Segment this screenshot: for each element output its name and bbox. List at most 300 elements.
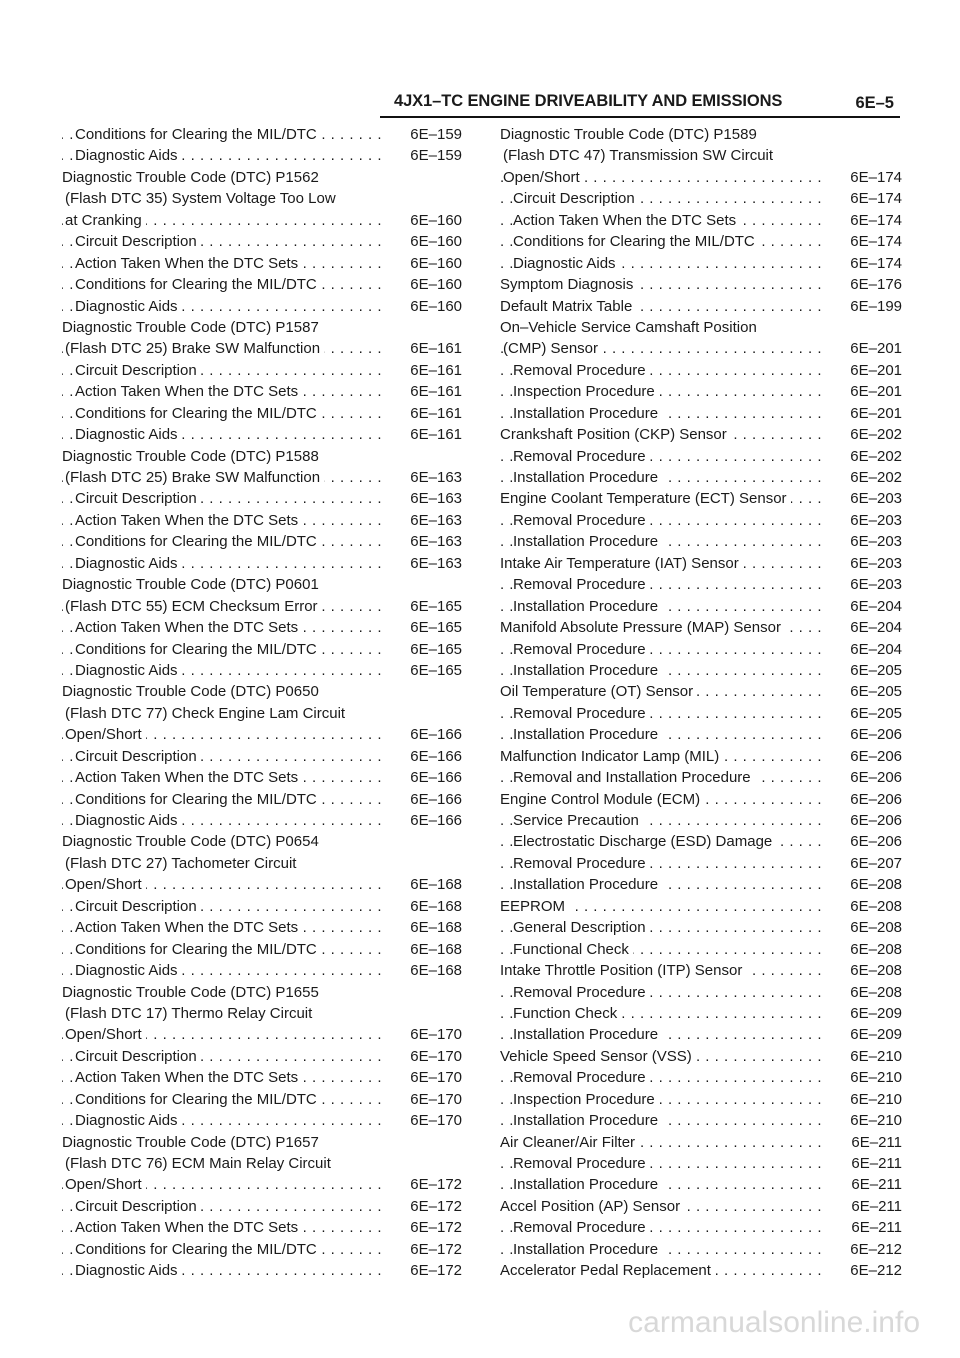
toc-entry-page: 6E–203 bbox=[850, 554, 902, 572]
toc-entry-page: 6E–201 bbox=[850, 383, 902, 401]
toc-entry bbox=[62, 317, 462, 338]
toc-entry-page: 6E–166 bbox=[410, 747, 462, 765]
toc-entry bbox=[500, 853, 902, 874]
toc-entry-title: Diagnostic Aids bbox=[75, 1260, 182, 1281]
toc-entry bbox=[62, 467, 462, 488]
toc-entry bbox=[500, 767, 902, 788]
toc-entry-page: 6E–211 bbox=[851, 1133, 902, 1151]
toc-entry bbox=[62, 1153, 462, 1174]
toc-entry-title: Removal Procedure bbox=[513, 1217, 650, 1238]
toc-entry-page: 6E–201 bbox=[850, 404, 902, 422]
toc-entry-title: Installation Procedure bbox=[513, 531, 662, 552]
toc-entry-title: Action Taken When the DTC Sets bbox=[75, 1217, 302, 1238]
toc-entry-title: Action Taken When the DTC Sets bbox=[75, 1067, 302, 1088]
toc-entry bbox=[500, 1110, 902, 1131]
toc-entry-page: 6E–201 bbox=[850, 340, 902, 358]
toc-entry-title: Installation Procedure bbox=[513, 467, 662, 488]
toc-entry-title: (Flash DTC 76) ECM Main Relay Circuit bbox=[65, 1153, 335, 1174]
toc-entry-title: Diagnostic Aids bbox=[513, 253, 620, 274]
toc-entry-page: 6E–160 bbox=[410, 233, 462, 251]
toc-entry bbox=[62, 1217, 462, 1238]
toc-entry bbox=[500, 1260, 902, 1281]
toc-entry bbox=[62, 296, 462, 317]
toc-entry-title: Action Taken When the DTC Sets bbox=[513, 210, 740, 231]
toc-entry-page: 6E–166 bbox=[410, 790, 462, 808]
toc-entry bbox=[62, 510, 462, 531]
section-title: 4JX1–TC ENGINE DRIVEABILITY AND EMISSIONS bbox=[394, 92, 783, 110]
toc-entry bbox=[500, 296, 902, 317]
toc-entry-title: Installation Procedure bbox=[513, 660, 662, 681]
toc-entry-page: 6E–211 bbox=[851, 1197, 902, 1215]
toc-entry-title: Open/Short bbox=[65, 1024, 146, 1045]
toc-entry-page: 6E–203 bbox=[850, 533, 902, 551]
toc-entry bbox=[500, 145, 902, 166]
toc-entry bbox=[500, 703, 902, 724]
toc-entry-title: Diagnostic Aids bbox=[75, 960, 182, 981]
toc-entry-page: 6E–159 bbox=[410, 147, 462, 165]
toc-entry bbox=[500, 1239, 902, 1260]
toc-entry-page: 6E–212 bbox=[850, 1262, 902, 1280]
toc-entry-title: Conditions for Clearing the MIL/DTC bbox=[75, 1239, 321, 1260]
toc-entry bbox=[62, 853, 462, 874]
toc-entry-title: Engine Control Module (ECM) bbox=[500, 789, 704, 810]
toc-entry-title: Removal Procedure bbox=[513, 703, 650, 724]
toc-entry-title: Installation Procedure bbox=[513, 1110, 662, 1131]
toc-entry-title: (Flash DTC 17) Thermo Relay Circuit bbox=[65, 1003, 316, 1024]
toc-entry-title: Circuit Description bbox=[75, 1046, 201, 1067]
toc-entry-title: Circuit Description bbox=[75, 746, 201, 767]
toc-entry-title: Conditions for Clearing the MIL/DTC bbox=[75, 274, 321, 295]
toc-entry-title: Installation Procedure bbox=[513, 1024, 662, 1045]
toc-entry bbox=[62, 789, 462, 810]
toc-entry-page: 6E–201 bbox=[850, 361, 902, 379]
toc-entry-page: 6E–159 bbox=[410, 126, 462, 143]
toc-entry-page: 6E–160 bbox=[410, 254, 462, 272]
toc-entry-page: 6E–165 bbox=[410, 597, 462, 615]
toc-entry-title: On–Vehicle Service Camshaft Position bbox=[500, 317, 761, 338]
toc-entry-title: Action Taken When the DTC Sets bbox=[75, 253, 302, 274]
toc-entry-title: Installation Procedure bbox=[513, 596, 662, 617]
toc-entry-title: Removal Procedure bbox=[513, 639, 650, 660]
toc-entry bbox=[500, 317, 902, 338]
toc-entry-title: Diagnostic Trouble Code (DTC) P1657 bbox=[62, 1132, 323, 1153]
toc-entry-title: (Flash DTC 77) Check Engine Lam Circuit bbox=[65, 703, 349, 724]
toc-entry-page: 6E–170 bbox=[410, 1112, 462, 1130]
toc-entry bbox=[62, 810, 462, 831]
toc-entry-title: Diagnostic Aids bbox=[75, 145, 182, 166]
toc-entry bbox=[62, 874, 462, 895]
toc-entry bbox=[62, 939, 462, 960]
toc-entry-page: 6E–204 bbox=[850, 597, 902, 615]
toc-entry bbox=[62, 1089, 462, 1110]
toc-entry-page: 6E–203 bbox=[850, 576, 902, 594]
toc-entry-page: 6E–203 bbox=[850, 511, 902, 529]
toc-entry-title: Installation Procedure bbox=[513, 874, 662, 895]
toc-entry-title: Diagnostic Aids bbox=[75, 424, 182, 445]
toc-entry-title: (Flash DTC 47) Transmission SW Circuit bbox=[503, 145, 777, 166]
toc-entry bbox=[500, 553, 902, 574]
toc-entry bbox=[62, 381, 462, 402]
toc-entry bbox=[62, 831, 462, 852]
toc-entry bbox=[500, 1174, 902, 1195]
toc-entry bbox=[500, 746, 902, 767]
toc-entry bbox=[62, 703, 462, 724]
toc-entry bbox=[500, 338, 902, 359]
toc-entry-page: 6E–207 bbox=[850, 854, 902, 872]
toc-entry-page: 6E–202 bbox=[850, 447, 902, 465]
toc-entry-title: EEPROM bbox=[500, 896, 569, 917]
toc-entry bbox=[500, 960, 902, 981]
header-rule bbox=[380, 116, 900, 118]
toc-entry-title: Symptom Diagnosis bbox=[500, 274, 637, 295]
toc-entry-title: Installation Procedure bbox=[513, 1239, 662, 1260]
toc-entry bbox=[62, 403, 462, 424]
toc-entry-title: Conditions for Clearing the MIL/DTC bbox=[75, 531, 321, 552]
toc-entry bbox=[62, 724, 462, 745]
toc-entry-title: Diagnostic Aids bbox=[75, 553, 182, 574]
toc-entry-title: Oil Temperature (OT) Sensor bbox=[500, 681, 697, 702]
toc-entry-page: 6E–168 bbox=[410, 940, 462, 958]
toc-entry bbox=[500, 188, 902, 209]
toc-entry-title: Conditions for Clearing the MIL/DTC bbox=[75, 403, 321, 424]
toc-entry bbox=[500, 660, 902, 681]
toc-entry-page: 6E–206 bbox=[850, 747, 902, 765]
toc-entry bbox=[62, 960, 462, 981]
toc-entry-page: 6E–203 bbox=[850, 490, 902, 508]
toc-entry-page: 6E–161 bbox=[410, 383, 462, 401]
toc-entry-title: Action Taken When the DTC Sets bbox=[75, 917, 302, 938]
toc-entry-page: 6E–166 bbox=[410, 726, 462, 744]
toc-entry-page: 6E–161 bbox=[410, 426, 462, 444]
toc-entry bbox=[62, 531, 462, 552]
toc-entry bbox=[500, 210, 902, 231]
toc-entry bbox=[500, 167, 902, 188]
toc-entry-page: 6E–172 bbox=[410, 1176, 462, 1194]
toc-entry bbox=[500, 639, 902, 660]
toc-entry-page: 6E–163 bbox=[410, 490, 462, 508]
toc-entry bbox=[500, 381, 902, 402]
toc-entry-page: 6E–163 bbox=[410, 469, 462, 486]
toc-entry bbox=[62, 360, 462, 381]
toc-entry-title: Electrostatic Discharge (ESD) Damage bbox=[513, 831, 776, 852]
toc-entry bbox=[500, 253, 902, 274]
toc-entry-title: Accelerator Pedal Replacement bbox=[500, 1260, 715, 1281]
toc-entry bbox=[62, 188, 462, 209]
toc-entry bbox=[62, 660, 462, 681]
toc-entry-title: Air Cleaner/Air Filter bbox=[500, 1132, 639, 1153]
toc-entry-page: 6E–212 bbox=[850, 1240, 902, 1258]
toc-entry-page: 6E–163 bbox=[410, 511, 462, 529]
toc-entry bbox=[500, 1153, 902, 1174]
toc-entry bbox=[62, 639, 462, 660]
toc-entry-page: 6E–165 bbox=[410, 661, 462, 679]
toc-entry-page: 6E–206 bbox=[850, 726, 902, 744]
toc-entry-page: 6E–204 bbox=[850, 619, 902, 637]
toc-entry bbox=[62, 767, 462, 788]
toc-entry-title: Diagnostic Aids bbox=[75, 1110, 182, 1131]
toc-entry bbox=[500, 789, 902, 810]
toc-entry-title: Removal Procedure bbox=[513, 1067, 650, 1088]
toc-entry-page: 6E–174 bbox=[850, 211, 902, 229]
toc-entry-page: 6E–166 bbox=[410, 769, 462, 787]
toc-entry-page: 6E–205 bbox=[850, 661, 902, 679]
toc-entry-page: 6E–170 bbox=[410, 1069, 462, 1087]
toc-entry-page: 6E–202 bbox=[850, 469, 902, 486]
toc-entry-page: 6E–199 bbox=[850, 297, 902, 315]
toc-entry-title: Open/Short bbox=[503, 167, 584, 188]
toc-entry-title: Diagnostic Trouble Code (DTC) P1587 bbox=[62, 317, 323, 338]
toc-entry bbox=[500, 274, 902, 295]
toc-entry bbox=[62, 1260, 462, 1281]
toc-entry-title: Action Taken When the DTC Sets bbox=[75, 381, 302, 402]
toc-entry bbox=[500, 467, 902, 488]
toc-entry-title: (Flash DTC 35) System Voltage Too Low bbox=[65, 188, 340, 209]
toc-entry bbox=[62, 982, 462, 1003]
toc-entry bbox=[62, 1067, 462, 1088]
toc-entry-title: Circuit Description bbox=[75, 231, 201, 252]
toc-entry-page: 6E–205 bbox=[850, 704, 902, 722]
toc-entry-page: 6E–211 bbox=[851, 1176, 902, 1194]
toc-entry-title: Diagnostic Trouble Code (DTC) P0654 bbox=[62, 831, 323, 852]
toc-entry bbox=[62, 1132, 462, 1153]
toc-entry-title: Removal Procedure bbox=[513, 982, 650, 1003]
toc-entry-title: Open/Short bbox=[65, 1174, 146, 1195]
toc-entry bbox=[500, 982, 902, 1003]
toc-entry-title: Inspection Procedure bbox=[513, 1089, 659, 1110]
toc-entry-title: Engine Coolant Temperature (ECT) Sensor bbox=[500, 488, 791, 509]
toc-entry-title: Installation Procedure bbox=[513, 1174, 662, 1195]
toc-entry-page: 6E–160 bbox=[410, 276, 462, 294]
toc-entry-title: Diagnostic Trouble Code (DTC) P1589 bbox=[500, 124, 761, 145]
toc-entry-page: 6E–168 bbox=[410, 919, 462, 937]
toc-entry bbox=[500, 1003, 902, 1024]
toc-entry bbox=[62, 1174, 462, 1195]
toc-entry-page: 6E–172 bbox=[410, 1240, 462, 1258]
toc-entry-title: Open/Short bbox=[65, 724, 146, 745]
toc-entry-title: at Cranking bbox=[65, 210, 146, 231]
toc-entry-page: 6E–172 bbox=[410, 1219, 462, 1237]
toc-entry-page: 6E–172 bbox=[410, 1262, 462, 1280]
toc-entry-page: 6E–161 bbox=[410, 404, 462, 422]
toc-entry bbox=[62, 596, 462, 617]
toc-entry bbox=[500, 596, 902, 617]
toc-entry-page: 6E–205 bbox=[850, 683, 902, 701]
toc-entry bbox=[62, 746, 462, 767]
toc-entry-title: Conditions for Clearing the MIL/DTC bbox=[75, 639, 321, 660]
toc-entry bbox=[62, 145, 462, 166]
toc-entry bbox=[500, 617, 902, 638]
toc-entry-title: Action Taken When the DTC Sets bbox=[75, 510, 302, 531]
toc-entry bbox=[62, 446, 462, 467]
toc-entry bbox=[62, 1196, 462, 1217]
toc-entry-page: 6E–168 bbox=[410, 897, 462, 915]
toc-entry-title: Default Matrix Table bbox=[500, 296, 636, 317]
page-header bbox=[380, 88, 900, 122]
toc-entry-title: Removal Procedure bbox=[513, 510, 650, 531]
toc-entry-title: Accel Position (AP) Sensor bbox=[500, 1196, 684, 1217]
toc-entry-title: Action Taken When the DTC Sets bbox=[75, 767, 302, 788]
toc-entry-title: Circuit Description bbox=[513, 188, 639, 209]
toc-entry-title: Action Taken When the DTC Sets bbox=[75, 617, 302, 638]
toc-entry-page: 6E–210 bbox=[850, 1112, 902, 1130]
toc-entry-title: General Description bbox=[513, 917, 650, 938]
toc-entry bbox=[62, 488, 462, 509]
toc-entry-title: Diagnostic Trouble Code (DTC) P0650 bbox=[62, 681, 323, 702]
toc-entry-title: Manifold Absolute Pressure (MAP) Sensor bbox=[500, 617, 785, 638]
toc-entry-page: 6E–163 bbox=[410, 554, 462, 572]
toc-entry bbox=[62, 1110, 462, 1131]
toc-entry bbox=[500, 424, 902, 445]
toc-entry bbox=[500, 574, 902, 595]
toc-entry-page: 6E–208 bbox=[850, 940, 902, 958]
toc-entry-title: Malfunction Indicator Lamp (MIL) bbox=[500, 746, 723, 767]
toc-entry-title: Removal and Installation Procedure bbox=[513, 767, 755, 788]
toc-entry bbox=[500, 488, 902, 509]
toc-entry-title: Conditions for Clearing the MIL/DTC bbox=[75, 939, 321, 960]
toc-entry bbox=[62, 553, 462, 574]
toc-entry-title: Functional Check bbox=[513, 939, 633, 960]
toc-entry-page: 6E–210 bbox=[850, 1047, 902, 1065]
toc-entry-page: 6E–176 bbox=[850, 276, 902, 294]
toc-entry-page: 6E–211 bbox=[851, 1219, 902, 1237]
toc-column-right bbox=[500, 124, 902, 1282]
toc-entry bbox=[62, 338, 462, 359]
toc-entry-title: Installation Procedure bbox=[513, 403, 662, 424]
toc-entry-title: (Flash DTC 25) Brake SW Malfunction bbox=[65, 467, 324, 488]
toc-entry-page: 6E–168 bbox=[410, 962, 462, 980]
toc-entry-title: Removal Procedure bbox=[513, 853, 650, 874]
toc-entry-title: Diagnostic Aids bbox=[75, 296, 182, 317]
toc-entry bbox=[62, 681, 462, 702]
toc-entry-title: Function Check bbox=[513, 1003, 621, 1024]
toc-entry bbox=[500, 1196, 902, 1217]
toc-entry-title: Removal Procedure bbox=[513, 360, 650, 381]
toc-entry bbox=[500, 874, 902, 895]
toc-entry-page: 6E–174 bbox=[850, 168, 902, 186]
toc-entry-page: 6E–163 bbox=[410, 533, 462, 551]
toc-entry-page: 6E–208 bbox=[850, 876, 902, 894]
toc-entry-page: 6E–208 bbox=[850, 983, 902, 1001]
toc-entry-page: 6E–206 bbox=[850, 769, 902, 787]
toc-entry-title: Inspection Procedure bbox=[513, 381, 659, 402]
toc-entry bbox=[500, 403, 902, 424]
toc-entry bbox=[500, 360, 902, 381]
toc-entry-page: 6E–160 bbox=[410, 211, 462, 229]
toc-entry-page: 6E–209 bbox=[850, 1026, 902, 1044]
toc-entry-title: Diagnostic Aids bbox=[75, 810, 182, 831]
toc-entry-title: Removal Procedure bbox=[513, 574, 650, 595]
toc-entry-page: 6E–210 bbox=[850, 1090, 902, 1108]
toc-entry-title: Diagnostic Trouble Code (DTC) P1588 bbox=[62, 446, 323, 467]
watermark: carmanualsonline.info bbox=[628, 1306, 920, 1339]
toc-entry bbox=[500, 1132, 902, 1153]
toc-entry-page: 6E–172 bbox=[410, 1197, 462, 1215]
toc-entry-page: 6E–210 bbox=[850, 1069, 902, 1087]
toc-entry bbox=[500, 531, 902, 552]
toc-entry-page: 6E–211 bbox=[851, 1155, 902, 1172]
toc-entry-page: 6E–204 bbox=[850, 640, 902, 658]
toc-entry-title: Circuit Description bbox=[75, 896, 201, 917]
toc-entry-title: Diagnostic Trouble Code (DTC) P1655 bbox=[62, 982, 323, 1003]
toc-entry-page: 6E–206 bbox=[850, 790, 902, 808]
toc-column-left bbox=[62, 124, 462, 1282]
toc-entry bbox=[62, 896, 462, 917]
toc-entry-title: Circuit Description bbox=[75, 360, 201, 381]
toc-entry-title: Removal Procedure bbox=[513, 1153, 650, 1174]
toc-entry-title: Removal Procedure bbox=[513, 446, 650, 467]
toc-entry-page: 6E–168 bbox=[410, 876, 462, 894]
toc-entry bbox=[500, 124, 902, 145]
toc-entry bbox=[500, 1046, 902, 1067]
toc-entry-page: 6E–161 bbox=[410, 361, 462, 379]
toc-entry bbox=[62, 617, 462, 638]
toc-entry bbox=[62, 253, 462, 274]
toc-entry bbox=[500, 231, 902, 252]
toc-entry bbox=[500, 1089, 902, 1110]
toc-entry-page: 6E–206 bbox=[850, 812, 902, 829]
toc-entry-title: Diagnostic Trouble Code (DTC) P0601 bbox=[62, 574, 323, 595]
toc-entry bbox=[500, 917, 902, 938]
toc-entry bbox=[62, 424, 462, 445]
toc-entry-page: 6E–170 bbox=[410, 1026, 462, 1044]
toc-entry-title: Intake Air Temperature (IAT) Sensor bbox=[500, 553, 743, 574]
toc-entry-title: Conditions for Clearing the MIL/DTC bbox=[513, 231, 759, 252]
toc-entry-title: Conditions for Clearing the MIL/DTC bbox=[75, 1089, 321, 1110]
toc-entry-page: 6E–174 bbox=[850, 254, 902, 272]
toc-entry bbox=[62, 167, 462, 188]
toc-entry-page: 6E–161 bbox=[410, 340, 462, 358]
toc-entry-title: Crankshaft Position (CKP) Sensor bbox=[500, 424, 731, 445]
toc-entry bbox=[500, 510, 902, 531]
toc-entry-title: Conditions for Clearing the MIL/DTC bbox=[75, 124, 321, 145]
toc-entry bbox=[62, 274, 462, 295]
toc-entry-page: 6E–165 bbox=[410, 640, 462, 658]
toc-entry-page: 6E–160 bbox=[410, 297, 462, 315]
toc-entry bbox=[500, 1024, 902, 1045]
toc-entry-page: 6E–170 bbox=[410, 1047, 462, 1065]
toc-entry-title: (Flash DTC 55) ECM Checksum Error bbox=[65, 596, 322, 617]
toc-entry-page: 6E–174 bbox=[850, 233, 902, 251]
toc-entry-page: 6E–202 bbox=[850, 426, 902, 444]
toc-entry-title: Conditions for Clearing the MIL/DTC bbox=[75, 789, 321, 810]
toc-entry bbox=[500, 810, 902, 831]
toc-entry-page: 6E–166 bbox=[410, 812, 462, 829]
toc-entry bbox=[62, 1239, 462, 1260]
toc-entry-title: Open/Short bbox=[65, 874, 146, 895]
toc-entry bbox=[62, 124, 462, 145]
toc-entry bbox=[62, 917, 462, 938]
toc-entry bbox=[62, 1024, 462, 1045]
toc-entry-title: Installation Procedure bbox=[513, 724, 662, 745]
page-number: 6E–5 bbox=[855, 94, 894, 112]
toc-entry-title: (Flash DTC 25) Brake SW Malfunction bbox=[65, 338, 324, 359]
toc-entry bbox=[62, 1003, 462, 1024]
toc-entry bbox=[500, 896, 902, 917]
toc-entry bbox=[62, 231, 462, 252]
toc-entry-title: Vehicle Speed Sensor (VSS) bbox=[500, 1046, 696, 1067]
toc-entry-page: 6E–209 bbox=[850, 1004, 902, 1022]
toc-entry bbox=[62, 1046, 462, 1067]
toc-entry bbox=[500, 1217, 902, 1238]
toc-entry bbox=[500, 939, 902, 960]
toc-entry-page: 6E–208 bbox=[850, 962, 902, 980]
toc-entry-page: 6E–208 bbox=[850, 919, 902, 937]
toc-entry bbox=[500, 831, 902, 852]
toc-entry-title: (Flash DTC 27) Tachometer Circuit bbox=[65, 853, 300, 874]
toc-entry bbox=[62, 210, 462, 231]
toc-entry bbox=[500, 1067, 902, 1088]
toc-entry-title: Diagnostic Aids bbox=[75, 660, 182, 681]
